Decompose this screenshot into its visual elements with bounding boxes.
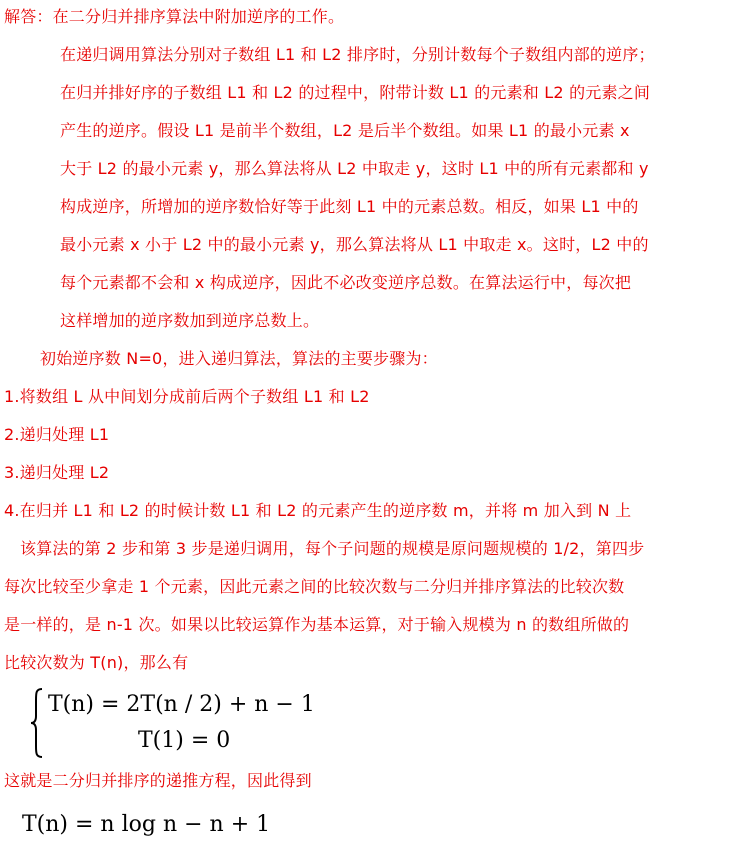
analysis-line-2: 每次比较至少拿走 1 个元素，因此元素之间的比较次数与二分归并排序算法的比较次数	[4, 577, 625, 596]
answer-line-2: 在递归调用算法分别对子数组 L1 和 L2 排序时，分别计数每个子数组内部的逆序；	[60, 45, 655, 64]
answer-line-4: 产生的逆序。假设 L1 是前半个数组，L2 是后半个数组。如果 L1 的最小元素 x	[60, 121, 630, 140]
answer-line-3: 在归并排好序的子数组 L1 和 L2 的过程中，附带计数 L1 的元素和 L2 的元素之间	[60, 83, 651, 102]
analysis-line-3: 是一样的，是 n-1 次。如果以比较运算作为基本运算，对于输入规模为 n 的数组所做的	[4, 615, 630, 634]
steps-intro: 初始逆序数 N=0，进入递归算法，算法的主要步骤为：	[40, 349, 438, 368]
left-brace-icon	[30, 688, 44, 758]
answer-line-7: 最小元素 x 小于 L2 中的最小元素 y，那么算法将从 L1 中取走 x。这时，L2 中的	[60, 235, 649, 254]
step-2: 2.递归处理 L1	[4, 425, 110, 444]
recurrence-equation-1: T(n) = 2T(n / 2) + n − 1	[48, 692, 315, 717]
analysis-line-4: 比较次数为 T(n)，那么有	[4, 653, 189, 672]
step-3: 3.递归处理 L2	[4, 463, 110, 482]
answer-line-8: 每个元素都不会和 x 构成逆序，因此不必改变逆序总数。在算法运行中，每次把	[60, 273, 632, 292]
step-1: 1.将数组 L 从中间划分成前后两个子数组 L1 和 L2	[4, 387, 370, 406]
step-4: 4.在归并 L1 和 L2 的时候计数 L1 和 L2 的元素产生的逆序数 m，并将 m 加入到 N 上	[4, 501, 632, 520]
answer-line-6: 构成逆序，所增加的逆序数恰好等于此刻 L1 中的元素总数。相反，如果 L1 中的	[60, 197, 639, 216]
answer-line-5: 大于 L2 的最小元素 y，那么算法将从 L2 中取走 y，这时 L1 中的所有元素都和 y	[60, 159, 649, 178]
answer-line-1: 解答：在二分归并排序算法中附加逆序的工作。	[4, 7, 345, 26]
result-formula: T(n) = n log n − n + 1	[22, 812, 271, 837]
recurrence-equation-2: T(1) = 0	[138, 728, 231, 753]
analysis-line-1: 该算法的第 2 步和第 3 步是递归调用，每个子问题的规模是原问题规模的 1/2，第四步	[20, 539, 645, 558]
answer-line-9: 这样增加的逆序数加到逆序总数上。	[60, 311, 320, 330]
conclusion-line: 这就是二分归并排序的递推方程，因此得到	[4, 771, 312, 790]
